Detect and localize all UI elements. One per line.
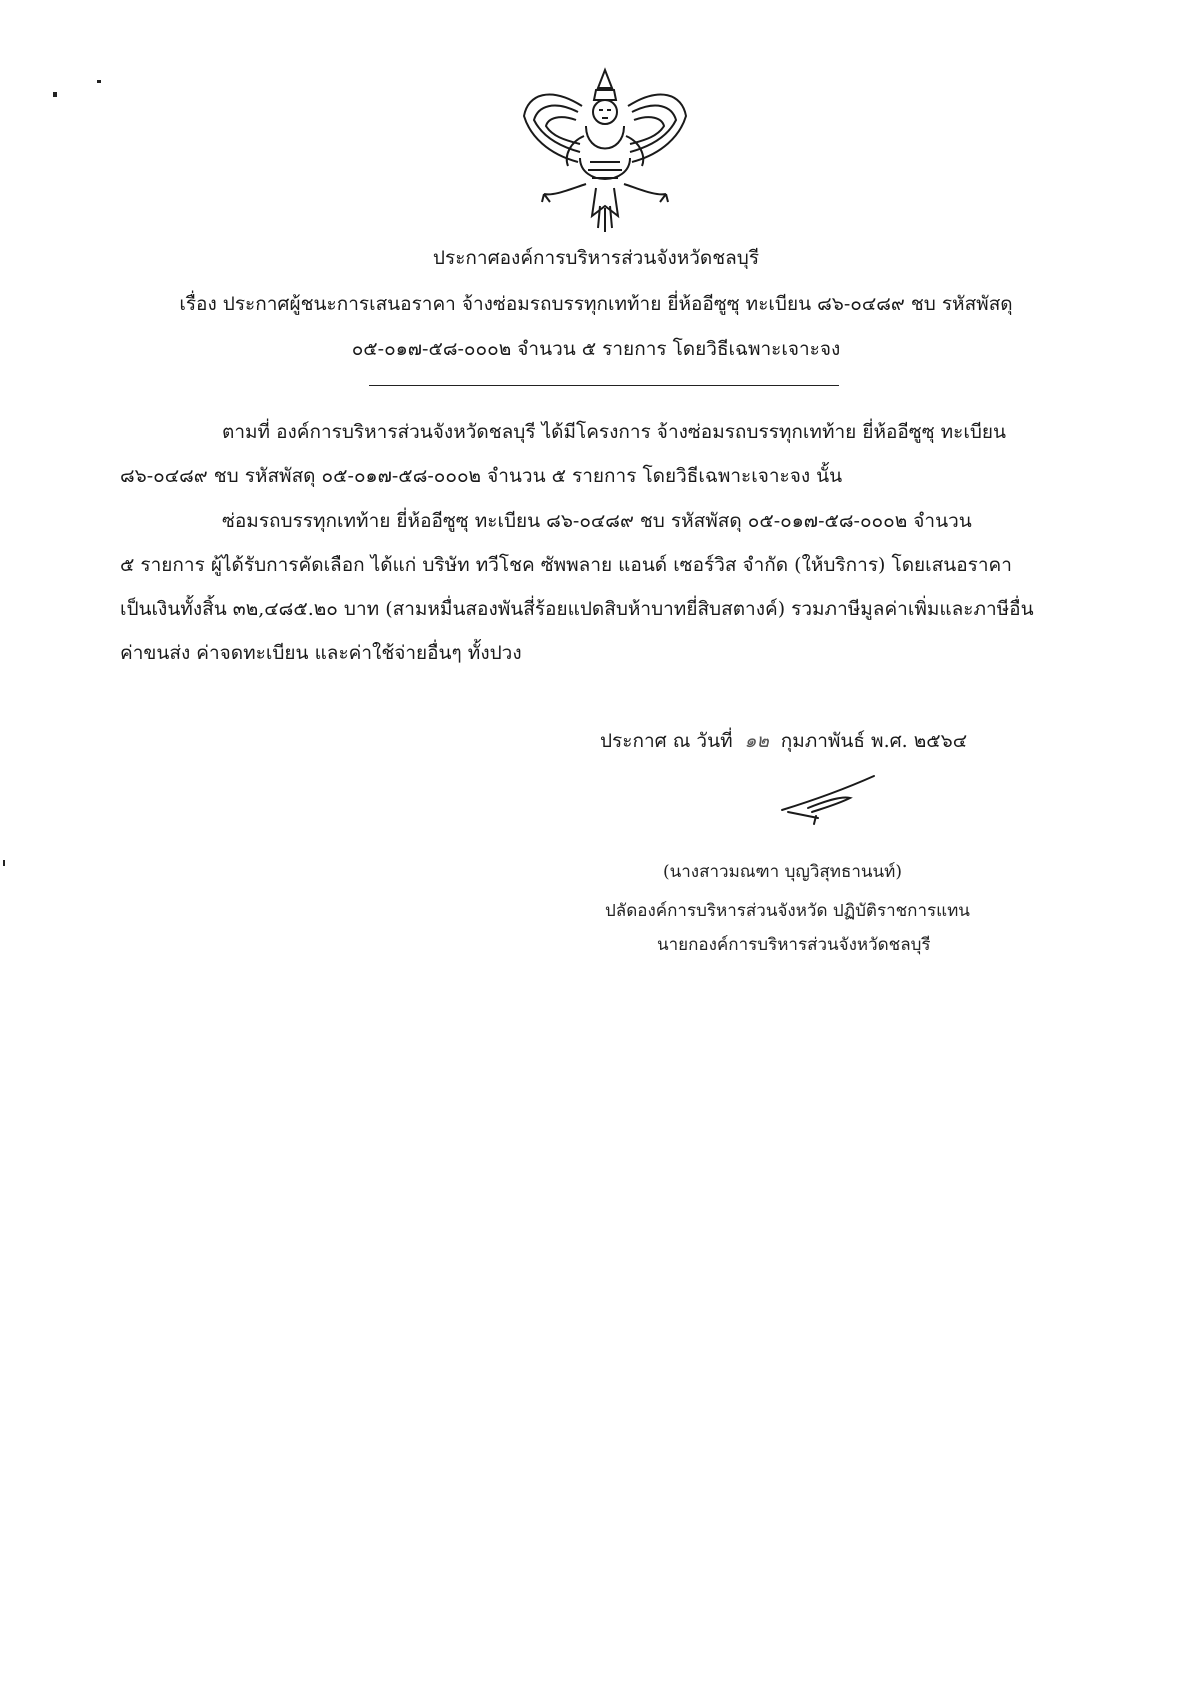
date-day: ๑๒ bbox=[744, 730, 769, 752]
body-text-line: ๕ รายการ ผู้ได้รับการคัดเลือก ได้แก่ บริษัท ทวีโชค ซัพพลาย แอนด์ เซอร์วิส จำกัด (ให้บริการ) โดยเสนอราคา bbox=[120, 554, 1012, 576]
signatory-name: (นางสาวมณฑา บุญวิสุทธานนท์) bbox=[663, 862, 903, 882]
signatory-position: นายกองค์การบริหารส่วนจังหวัดชลบุรี bbox=[657, 935, 931, 955]
date-prefix: ประกาศ ณ วันที่ bbox=[600, 730, 733, 752]
garuda-emblem bbox=[520, 66, 690, 238]
subject-line: ๐๕-๐๑๗-๕๘-๐๐๐๒ จำนวน ๕ รายการ โดยวิธีเฉพาะเจาะจง bbox=[351, 338, 841, 360]
date-suffix: กุมภาพันธ์ พ.ศ. ๒๕๖๔ bbox=[780, 730, 968, 752]
document-title: ประกาศองค์การบริหารส่วนจังหวัดชลบุรี bbox=[432, 247, 760, 269]
scan-speck bbox=[97, 80, 101, 83]
handwritten-signature bbox=[778, 770, 882, 826]
body-text-line: ซ่อมรถบรรทุกเทท้าย ยี่ห้ออีซูซุ ทะเบียน ๘๖-๐๔๘๙ ชบ รหัสพัสดุ ๐๕-๐๑๗-๕๘-๐๐๐๒ จำนวน bbox=[222, 510, 972, 532]
announcement-date bbox=[600, 726, 967, 756]
divider bbox=[369, 385, 839, 386]
signatory-position: ปลัดองค์การบริหารส่วนจังหวัด ปฏิบัติราชการแทน bbox=[605, 901, 970, 921]
body-text-line: เป็นเงินทั้งสิ้น ๓๒,๔๘๕.๒๐ บาท (สามหมื่นสองพันสี่ร้อยแปดสิบห้าบาทยี่สิบสตางค์) รวมภาษีมูลค่าเพิ่มและภาษีอื่น bbox=[120, 598, 1034, 620]
body-text-line: ๘๖-๐๔๘๙ ชบ รหัสพัสดุ ๐๕-๐๑๗-๕๘-๐๐๐๒ จำนวน ๕ รายการ โดยวิธีเฉพาะเจาะจง นั้น bbox=[120, 465, 843, 487]
body-text-line: ค่าขนส่ง ค่าจดทะเบียน และค่าใช้จ่ายอื่นๆ ทั้งปวง bbox=[120, 642, 522, 664]
scan-speck bbox=[3, 860, 5, 866]
scan-speck bbox=[53, 92, 57, 97]
body-text-line: ตามที่ องค์การบริหารส่วนจังหวัดชลบุรี ได้มีโครงการ จ้างซ่อมรถบรรทุกเทท้าย ยี่ห้ออีซูซุ ทะเบียน bbox=[222, 421, 1007, 443]
subject-line: เรื่อง ประกาศผู้ชนะการเสนอราคา จ้างซ่อมรถบรรทุกเทท้าย ยี่ห้ออีซูซุ ทะเบียน ๘๖-๐๔๘๙ ชบ รหัสพัสดุ bbox=[179, 293, 1013, 315]
